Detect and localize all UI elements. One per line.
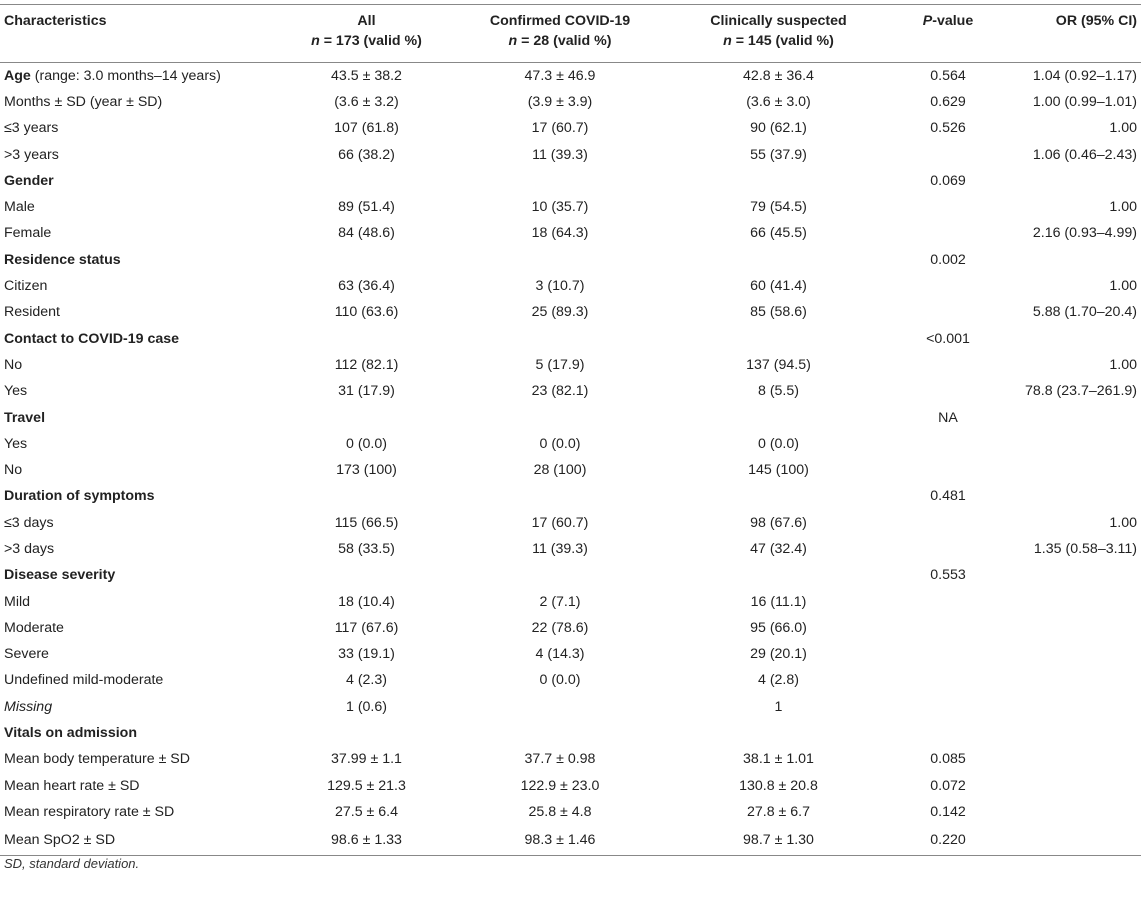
row-label: Travel bbox=[4, 409, 46, 426]
cell-confirmed bbox=[450, 720, 670, 746]
cell-or: 1.06 (0.46–2.43) bbox=[1032, 146, 1137, 163]
cell-all: 37.99 ± 1.1 bbox=[331, 751, 402, 768]
row-label: >3 years bbox=[4, 146, 59, 163]
cell-confirmed: 4 (14.3) bbox=[535, 646, 585, 663]
cell-or: 1.35 (0.58–3.11) bbox=[1033, 540, 1137, 557]
cell-or bbox=[997, 562, 1141, 588]
row-label: Residence status bbox=[4, 251, 121, 268]
cell-pvalue: 0.072 bbox=[930, 777, 966, 794]
cell-all: 115 (66.5) bbox=[334, 514, 399, 531]
cell-or: 1.00 (0.99–1.01) bbox=[1032, 93, 1137, 110]
table-header bbox=[0, 5, 1141, 63]
cell-suspected: 8 (5.5) bbox=[757, 383, 799, 400]
cell-suspected: 98.7 ± 1.30 bbox=[670, 825, 887, 856]
header-confirmed bbox=[450, 5, 670, 63]
row-label: No bbox=[4, 462, 23, 479]
cell-all: 58 (33.5) bbox=[338, 540, 395, 557]
cell-pvalue: 0.553 bbox=[930, 567, 966, 584]
cell-suspected: 42.8 ± 36.4 bbox=[743, 67, 814, 84]
cell-all bbox=[283, 720, 450, 746]
row-label: Yes bbox=[4, 435, 28, 452]
table-row bbox=[0, 536, 1141, 562]
header-all-title: All bbox=[357, 13, 376, 29]
row-label: Yes bbox=[4, 383, 28, 400]
header-all bbox=[283, 5, 450, 63]
cell-all: 4 (2.3) bbox=[345, 672, 387, 689]
cell-all bbox=[283, 562, 450, 588]
cell-pvalue bbox=[887, 588, 997, 614]
cell-all: 31 (17.9) bbox=[338, 383, 395, 400]
row-label: No bbox=[4, 356, 23, 373]
cell-confirmed bbox=[450, 483, 670, 509]
cell-all: 110 (63.6) bbox=[334, 304, 399, 321]
cell-or bbox=[997, 615, 1141, 641]
cell-suspected: 47 (32.4) bbox=[750, 540, 807, 557]
cell-confirmed: 0 (0.0) bbox=[539, 435, 581, 452]
cell-confirmed: 5 (17.9) bbox=[535, 356, 585, 373]
cell-pvalue bbox=[887, 510, 997, 536]
row-label: >3 days bbox=[4, 540, 55, 557]
cell-all: 33 (19.1) bbox=[338, 646, 395, 663]
cell-suspected bbox=[670, 483, 887, 509]
cell-pvalue bbox=[887, 299, 997, 325]
row-label: Mean body temperature ± SD bbox=[4, 751, 191, 768]
cell-all: 0 (0.0) bbox=[345, 435, 387, 452]
table-row bbox=[0, 273, 1141, 299]
header-all-count: n = 173 (valid %) bbox=[311, 33, 422, 49]
cell-or bbox=[997, 247, 1141, 273]
table-row bbox=[0, 325, 1141, 351]
header-suspected bbox=[670, 5, 887, 63]
cell-confirmed bbox=[450, 694, 670, 720]
table-row bbox=[0, 63, 1141, 89]
cell-all: 89 (51.4) bbox=[338, 199, 395, 216]
cell-confirmed: 17 (60.7) bbox=[531, 120, 589, 137]
cell-confirmed: 25.8 ± 4.8 bbox=[528, 803, 592, 820]
table-row bbox=[0, 457, 1141, 483]
cell-suspected: 0 (0.0) bbox=[757, 435, 799, 452]
cell-or bbox=[997, 588, 1141, 614]
table-row bbox=[0, 588, 1141, 614]
cell-confirmed: 3 (10.7) bbox=[535, 278, 585, 295]
row-label: ≤3 years bbox=[4, 120, 59, 137]
cell-pvalue bbox=[887, 273, 997, 299]
cell-all bbox=[283, 325, 450, 351]
table-row bbox=[0, 89, 1141, 115]
cell-or: 1.00 bbox=[1109, 278, 1137, 295]
row-label: Contact to COVID-19 case bbox=[4, 330, 180, 347]
cell-confirmed bbox=[450, 168, 670, 194]
cell-suspected: 130.8 ± 20.8 bbox=[739, 777, 818, 794]
cell-all: 18 (10.4) bbox=[338, 593, 395, 610]
cell-confirmed: 10 (35.7) bbox=[531, 199, 589, 216]
table-row bbox=[0, 378, 1141, 404]
table-row bbox=[0, 667, 1141, 693]
header-suspected-title: Clinically suspected bbox=[710, 13, 847, 29]
row-label: Female bbox=[4, 225, 52, 242]
table-row bbox=[0, 247, 1141, 273]
cell-suspected: 27.8 ± 6.7 bbox=[746, 803, 810, 820]
cell-or bbox=[997, 720, 1141, 746]
cell-or: 2.16 (0.93–4.99) bbox=[1032, 225, 1137, 242]
cell-or bbox=[997, 746, 1141, 772]
table-row bbox=[0, 641, 1141, 667]
cell-or bbox=[997, 168, 1141, 194]
cell-suspected: 4 (2.8) bbox=[757, 672, 799, 689]
header-confirmed-count: n = 28 (valid %) bbox=[508, 33, 612, 49]
cell-pvalue bbox=[887, 536, 997, 562]
cell-or: 1.04 (0.92–1.17) bbox=[1032, 67, 1137, 84]
row-label: Undefined mild-moderate bbox=[4, 672, 164, 689]
row-label: Gender bbox=[4, 172, 54, 189]
cell-pvalue: <0.001 bbox=[926, 330, 970, 347]
cell-pvalue bbox=[887, 141, 997, 167]
row-label: Disease severity bbox=[4, 567, 116, 584]
cell-suspected: (3.6 ± 3.0) bbox=[746, 93, 811, 110]
table-row bbox=[0, 799, 1141, 825]
row-label: Resident bbox=[4, 304, 60, 321]
cell-all bbox=[283, 247, 450, 273]
cell-all: 112 (82.1) bbox=[334, 356, 399, 373]
cell-confirmed: 17 (60.7) bbox=[531, 514, 589, 531]
cell-or bbox=[997, 431, 1141, 457]
cell-suspected: 85 (58.6) bbox=[750, 304, 807, 321]
cell-or bbox=[997, 325, 1141, 351]
table-row bbox=[0, 352, 1141, 378]
cell-suspected: 137 (94.5) bbox=[746, 356, 811, 373]
cell-suspected: 60 (41.4) bbox=[750, 278, 807, 295]
row-label: Missing bbox=[4, 698, 53, 715]
cell-or bbox=[997, 483, 1141, 509]
cell-pvalue bbox=[887, 194, 997, 220]
table-row bbox=[0, 746, 1141, 772]
cell-all bbox=[283, 483, 450, 509]
table-row bbox=[0, 299, 1141, 325]
cell-or bbox=[997, 457, 1141, 483]
row-label: Months ± SD (year ± SD) bbox=[4, 93, 163, 110]
table-row bbox=[0, 720, 1141, 746]
cell-all bbox=[283, 404, 450, 430]
cell-pvalue bbox=[887, 615, 997, 641]
cell-pvalue: 0.481 bbox=[930, 488, 966, 505]
cell-confirmed: 0 (0.0) bbox=[539, 672, 581, 689]
cell-all: 66 (38.2) bbox=[338, 146, 395, 163]
cell-or: 1.00 bbox=[1109, 199, 1137, 216]
cell-suspected: 16 (11.1) bbox=[750, 593, 807, 610]
header-suspected-count: n = 145 (valid %) bbox=[723, 33, 834, 49]
cell-all: 173 (100) bbox=[336, 462, 397, 479]
table-row bbox=[0, 773, 1141, 799]
cell-all bbox=[283, 168, 450, 194]
cell-confirmed: 18 (64.3) bbox=[531, 225, 589, 242]
table-row bbox=[0, 168, 1141, 194]
cell-confirmed bbox=[450, 325, 670, 351]
cell-confirmed: 25 (89.3) bbox=[531, 304, 589, 321]
cell-suspected: 95 (66.0) bbox=[750, 619, 807, 636]
cell-pvalue: 0.142 bbox=[930, 803, 966, 820]
cell-or bbox=[997, 641, 1141, 667]
cell-all: 63 (36.4) bbox=[338, 278, 395, 295]
cell-pvalue: 0.564 bbox=[930, 67, 966, 84]
cell-or: 5.88 (1.70–20.4) bbox=[1032, 304, 1137, 321]
cell-or bbox=[997, 825, 1141, 856]
row-label: Age (range: 3.0 months–14 years) bbox=[4, 67, 221, 84]
cell-pvalue: NA bbox=[938, 409, 958, 426]
cell-suspected: 98 (67.6) bbox=[750, 514, 807, 531]
cell-pvalue bbox=[887, 641, 997, 667]
cell-pvalue: 0.629 bbox=[930, 93, 966, 110]
cell-pvalue bbox=[887, 667, 997, 693]
cell-all: 27.5 ± 6.4 bbox=[334, 803, 398, 820]
row-label: Citizen bbox=[4, 278, 48, 295]
table-row bbox=[0, 694, 1141, 720]
table-row bbox=[0, 825, 1141, 856]
table-footnote: SD, standard deviation. bbox=[4, 856, 140, 871]
cell-pvalue: 0.002 bbox=[930, 251, 966, 268]
cell-suspected bbox=[670, 720, 887, 746]
cell-suspected: 55 (37.9) bbox=[750, 146, 807, 163]
header-pvalue: P-value bbox=[887, 5, 997, 63]
cell-all: 43.5 ± 38.2 bbox=[331, 67, 402, 84]
cell-pvalue: 0.069 bbox=[930, 172, 966, 189]
table-row bbox=[0, 483, 1141, 509]
row-label: Duration of symptoms bbox=[4, 488, 155, 505]
row-label: Mean SpO2 ± SD bbox=[0, 825, 283, 856]
table-row bbox=[0, 115, 1141, 141]
row-label: Mean respiratory rate ± SD bbox=[4, 803, 175, 820]
cell-suspected bbox=[670, 247, 887, 273]
cell-or bbox=[997, 773, 1141, 799]
cell-pvalue bbox=[887, 220, 997, 246]
cell-pvalue: 0.085 bbox=[930, 751, 966, 768]
header-or: OR (95% CI) bbox=[997, 5, 1141, 63]
cell-pvalue bbox=[887, 431, 997, 457]
row-label: Moderate bbox=[4, 619, 64, 636]
cell-confirmed bbox=[450, 247, 670, 273]
cell-confirmed bbox=[450, 404, 670, 430]
row-label-range: (range: 3.0 months–14 years) bbox=[30, 67, 221, 84]
cell-all: 84 (48.6) bbox=[338, 225, 395, 242]
cell-pvalue bbox=[887, 720, 997, 746]
cell-or bbox=[997, 799, 1141, 825]
cell-pvalue bbox=[887, 694, 997, 720]
cell-confirmed: 98.3 ± 1.46 bbox=[450, 825, 670, 856]
table-body bbox=[0, 63, 1141, 856]
cell-or: 1.00 bbox=[1109, 514, 1137, 531]
cell-suspected: 66 (45.5) bbox=[750, 225, 807, 242]
cell-suspected: 79 (54.5) bbox=[750, 199, 807, 216]
cell-suspected: 145 (100) bbox=[748, 462, 809, 479]
row-label: Severe bbox=[4, 646, 49, 663]
cell-or: 1.00 bbox=[1109, 356, 1137, 373]
cell-confirmed: 11 (39.3) bbox=[532, 540, 588, 557]
cell-all: 98.6 ± 1.33 bbox=[283, 825, 450, 856]
cell-or: 1.00 bbox=[1109, 120, 1137, 137]
table-row bbox=[0, 141, 1141, 167]
header-confirmed-title: Confirmed COVID-19 bbox=[489, 13, 631, 29]
cell-or bbox=[997, 667, 1141, 693]
header-characteristics: Characteristics bbox=[0, 5, 283, 63]
cell-confirmed bbox=[450, 562, 670, 588]
cell-pvalue bbox=[887, 457, 997, 483]
cell-suspected: 38.1 ± 1.01 bbox=[743, 751, 814, 768]
cell-all: 117 (67.6) bbox=[334, 619, 399, 636]
row-label: Male bbox=[4, 199, 35, 216]
cell-confirmed: 37.7 ± 0.98 bbox=[524, 751, 596, 768]
cell-or bbox=[997, 404, 1141, 430]
cell-suspected bbox=[670, 562, 887, 588]
cell-all: 129.5 ± 21.3 bbox=[327, 777, 406, 794]
cell-or: 78.8 (23.7–261.9) bbox=[1024, 383, 1137, 400]
cell-confirmed: 11 (39.3) bbox=[532, 146, 588, 163]
cell-suspected bbox=[670, 168, 887, 194]
table-row bbox=[0, 562, 1141, 588]
table-row bbox=[0, 194, 1141, 220]
cell-suspected bbox=[670, 404, 887, 430]
cell-confirmed: 23 (82.1) bbox=[531, 383, 589, 400]
cell-all: 1 (0.6) bbox=[345, 698, 387, 715]
cell-suspected: 1 bbox=[774, 698, 783, 715]
row-label: Mean heart rate ± SD bbox=[4, 777, 140, 794]
cell-confirmed: 28 (100) bbox=[533, 462, 587, 479]
table-row bbox=[0, 615, 1141, 641]
cell-all: (3.6 ± 3.2) bbox=[334, 93, 399, 110]
row-label: Vitals on admission bbox=[4, 725, 137, 742]
cell-or bbox=[997, 694, 1141, 720]
cell-suspected bbox=[670, 325, 887, 351]
table-row bbox=[0, 510, 1141, 536]
table-row bbox=[0, 404, 1141, 430]
table-row bbox=[0, 431, 1141, 457]
cell-confirmed: 122.9 ± 23.0 bbox=[520, 777, 600, 794]
cell-pvalue: 0.526 bbox=[930, 120, 966, 137]
cell-confirmed: 2 (7.1) bbox=[539, 593, 581, 610]
cell-confirmed: (3.9 ± 3.9) bbox=[527, 93, 593, 110]
row-label: ≤3 days bbox=[4, 514, 54, 531]
cell-pvalue bbox=[887, 352, 997, 378]
characteristics-table bbox=[0, 4, 1141, 856]
row-label: Mild bbox=[4, 593, 31, 610]
cell-suspected: 29 (20.1) bbox=[750, 646, 807, 663]
cell-suspected: 90 (62.1) bbox=[750, 120, 807, 137]
cell-pvalue bbox=[887, 378, 997, 404]
cell-all: 107 (61.8) bbox=[334, 120, 399, 137]
table-row bbox=[0, 220, 1141, 246]
cell-confirmed: 22 (78.6) bbox=[531, 619, 589, 636]
cell-pvalue: 0.220 bbox=[887, 825, 997, 856]
cell-confirmed: 47.3 ± 46.9 bbox=[524, 67, 596, 84]
